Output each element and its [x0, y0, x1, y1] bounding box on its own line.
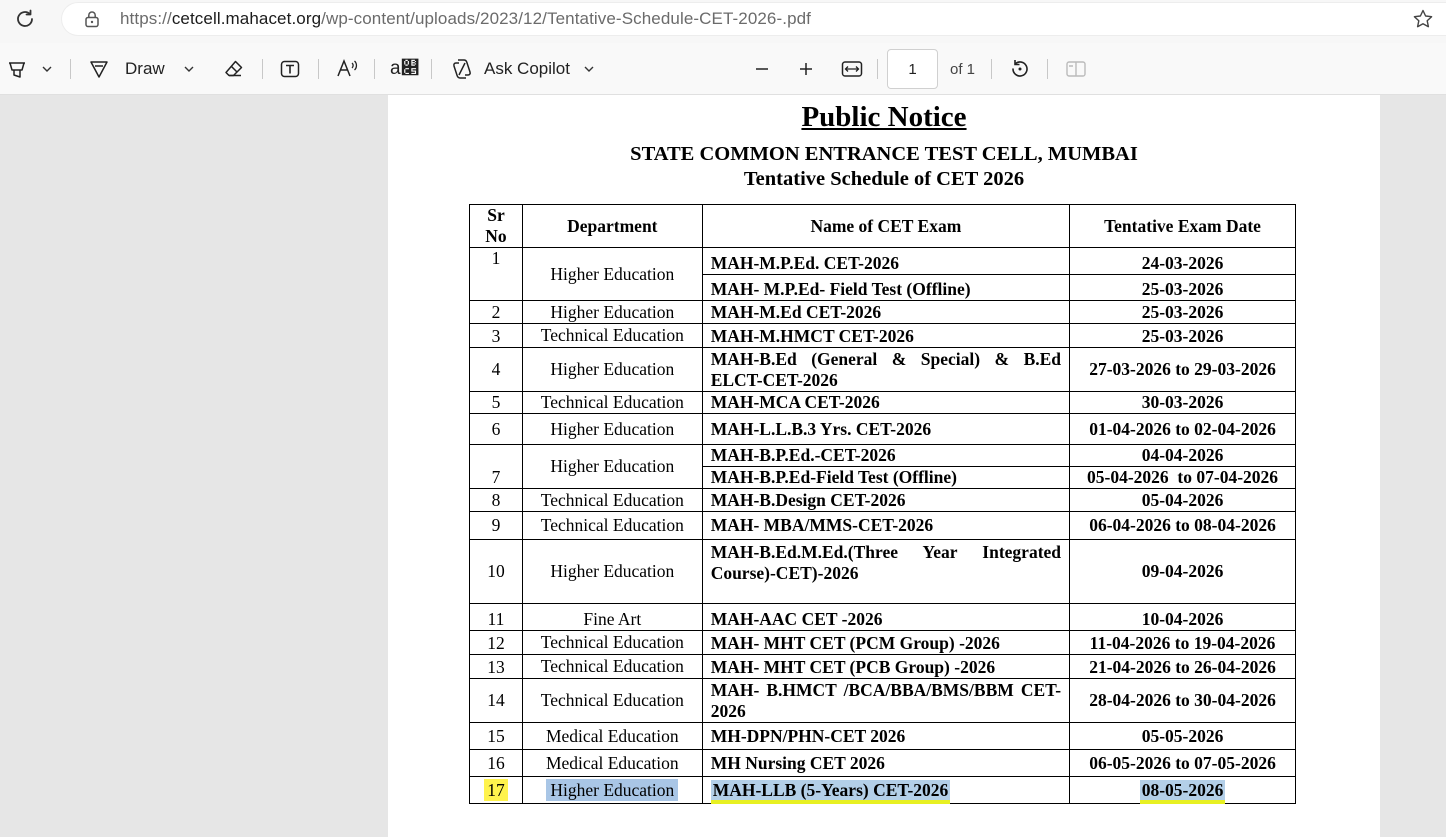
- minus-icon: [752, 59, 772, 79]
- exam-date-cell: 25-03-2026: [1070, 275, 1296, 301]
- draw-options-chevron[interactable]: [182, 43, 196, 95]
- department-cell: Higher Education: [522, 445, 702, 489]
- toolbar-divider: [877, 59, 878, 79]
- rotate-icon: [1008, 57, 1032, 81]
- translate-icon: a௅: [390, 58, 420, 79]
- page-count-label: of 1: [950, 60, 976, 78]
- exam-name-cell: MAH-M.HMCT CET-2026: [702, 324, 1069, 348]
- exam-name-cell: MAH-B.Design CET-2026: [702, 489, 1069, 512]
- department-cell: Higher Education: [522, 248, 702, 301]
- department-cell: Medical Education: [522, 723, 702, 750]
- url-prefix: https://: [120, 9, 172, 28]
- toolbar-divider: [1047, 59, 1048, 79]
- table-row: [470, 723, 1296, 750]
- department-cell: Technical Education: [522, 631, 702, 655]
- eraser-icon: [223, 58, 245, 80]
- sr-cell: 11: [470, 604, 523, 631]
- department-cell: Higher Education: [522, 540, 702, 604]
- department-cell: Fine Art: [522, 604, 702, 631]
- department-cell: Technical Education: [522, 324, 702, 348]
- department-cell: Technical Education: [522, 489, 702, 512]
- notice-title: Public Notice: [801, 101, 967, 133]
- exam-name-cell: MAH-B.Ed (General & Special) & B.Ed ELCT-CET-2026: [702, 348, 1069, 392]
- translate-button[interactable]: [390, 43, 420, 95]
- exam-name-cell: MAH-MCA CET-2026: [702, 392, 1069, 414]
- sr-cell: 3: [470, 324, 523, 348]
- exam-date-cell: 04-04-2026: [1070, 445, 1296, 467]
- table-row: [470, 512, 1296, 540]
- sr-cell: 1: [470, 248, 523, 301]
- sr-cell: 4: [470, 348, 523, 392]
- exam-date-cell: 06-04-2026 to 08-04-2026: [1070, 512, 1296, 540]
- table-row: [470, 445, 1296, 467]
- table-row: [470, 248, 1296, 275]
- page-view-button[interactable]: [1064, 43, 1088, 95]
- sr-cell: 15: [470, 723, 523, 750]
- url-host: cetcell.mahacet.org: [171, 9, 322, 28]
- sr-cell: 6: [470, 414, 523, 445]
- schedule-subtitle: Tentative Schedule of CET 2026: [743, 168, 1025, 190]
- chevron-down-icon: [182, 62, 196, 76]
- sr-highlight: 17: [484, 779, 508, 801]
- department-cell: Technical Education: [522, 679, 702, 723]
- sr-cell: 5: [470, 392, 523, 414]
- exam-date-cell: 21-04-2026 to 26-04-2026: [1070, 655, 1296, 679]
- sr-cell: 14: [470, 679, 523, 723]
- highlighter-icon: [6, 58, 28, 80]
- table-row: [470, 604, 1296, 631]
- chevron-down-icon: [582, 62, 596, 76]
- exam-name-cell: MAH-M.Ed CET-2026: [702, 301, 1069, 324]
- sr-cell: 13: [470, 655, 523, 679]
- ask-copilot-button[interactable]: [450, 43, 570, 95]
- department-cell: Higher Education: [522, 348, 702, 392]
- exam-date-cell: 05-05-2026: [1070, 723, 1296, 750]
- exam-name-cell: MAH- MHT CET (PCB Group) -2026: [702, 655, 1069, 679]
- exam-date-cell: 09-04-2026: [1070, 540, 1296, 604]
- sr-cell: [470, 777, 523, 804]
- exam-date-cell: 28-04-2026 to 30-04-2026: [1070, 679, 1296, 723]
- exam-name-cell: MAH- MHT CET (PCM Group) -2026: [702, 631, 1069, 655]
- exam-date-cell: 05-04-2026: [1070, 489, 1296, 512]
- table-row: [470, 392, 1296, 414]
- table-row: [470, 540, 1296, 604]
- pdf-page: [388, 95, 1380, 837]
- exam-date-cell: 01-04-2026 to 02-04-2026: [1070, 414, 1296, 445]
- draw-icon: [88, 58, 110, 80]
- header-department: Department: [522, 205, 702, 248]
- text-box-icon: [279, 58, 301, 80]
- copilot-icon: [450, 57, 474, 81]
- highlight-options-chevron[interactable]: [40, 43, 54, 95]
- exam-name-cell: MAH-AAC CET -2026: [702, 604, 1069, 631]
- sr-cell: 16: [470, 750, 523, 777]
- sr-cell: 2: [470, 301, 523, 324]
- exam-date-cell: 05-04-2026 to 07-04-2026: [1070, 467, 1296, 489]
- plus-icon: [796, 59, 816, 79]
- exam-name-cell: MAH-L.L.B.3 Yrs. CET-2026: [702, 414, 1069, 445]
- lock-icon[interactable]: [82, 9, 102, 29]
- sr-cell: 8: [470, 489, 523, 512]
- table-row: [470, 631, 1296, 655]
- toolbar-divider: [991, 59, 992, 79]
- table-row: [470, 679, 1296, 723]
- exam-date-highlight: 08-05-2026: [1141, 779, 1224, 800]
- exam-name-cell: [702, 777, 1069, 804]
- draw-button[interactable]: [88, 43, 165, 95]
- department-cell: Higher Education: [522, 301, 702, 324]
- fit-width-icon: [840, 58, 864, 80]
- exam-date-cell: 11-04-2026 to 19-04-2026: [1070, 631, 1296, 655]
- table-row: [470, 489, 1296, 512]
- zoom-out-button[interactable]: [752, 43, 772, 95]
- table-row: [470, 324, 1296, 348]
- url-field[interactable]: [62, 3, 1446, 35]
- cet-schedule-table: [469, 204, 1296, 804]
- toolbar-divider: [431, 59, 432, 79]
- draw-label: Draw: [125, 59, 165, 78]
- department-cell: [522, 777, 702, 804]
- exam-date-cell: [1070, 777, 1296, 804]
- url-text[interactable]: [120, 9, 811, 29]
- zoom-in-button[interactable]: [796, 43, 816, 95]
- browser-address-bar: [0, 0, 1446, 43]
- page-number-value: 1: [908, 60, 917, 78]
- ask-copilot-label: Ask Copilot: [484, 59, 570, 78]
- department-cell: Technical Education: [522, 655, 702, 679]
- exam-name-cell: MAH- B.HMCT /BCA/BBA/BMS/BBM CET-2026: [702, 679, 1069, 723]
- toolbar-divider: [374, 59, 375, 79]
- table-row: [470, 750, 1296, 777]
- copilot-options-chevron[interactable]: [582, 43, 596, 95]
- exam-name-cell: MAH-B.P.Ed.-CET-2026: [702, 445, 1069, 467]
- exam-date-cell: 25-03-2026: [1070, 301, 1296, 324]
- fit-to-width-button[interactable]: [840, 43, 864, 95]
- rotate-button[interactable]: [1008, 43, 1032, 95]
- table-row: [470, 348, 1296, 392]
- exam-name-cell: MH-DPN/PHN-CET 2026: [702, 723, 1069, 750]
- highlight-button[interactable]: [6, 43, 28, 95]
- department-cell: Medical Education: [522, 750, 702, 777]
- exam-name-cell: MAH-B.P.Ed-Field Test (Offline): [702, 467, 1069, 489]
- exam-name-cell: MAH- M.P.Ed- Field Test (Offline): [702, 275, 1069, 301]
- table-header-row: [470, 205, 1296, 248]
- add-text-button[interactable]: [279, 43, 301, 95]
- exam-date-cell: 24-03-2026: [1070, 248, 1296, 275]
- exam-name-cell: MAH-B.Ed.M.Ed.(Three Year Integrated Course)-CET)-2026: [702, 540, 1069, 604]
- reload-icon[interactable]: [12, 6, 38, 32]
- header-exam-name: Name of CET Exam: [702, 205, 1069, 248]
- exam-name-cell: MH Nursing CET 2026: [702, 750, 1069, 777]
- read-aloud-icon: [336, 58, 360, 80]
- organization-heading: STATE COMMON ENTRANCE TEST CELL, MUMBAI: [630, 143, 1138, 165]
- exam-date-cell: 25-03-2026: [1070, 324, 1296, 348]
- favorite-star-icon[interactable]: [1412, 8, 1434, 30]
- toolbar-divider: [318, 59, 319, 79]
- two-page-view-icon: [1064, 58, 1088, 80]
- table-row-highlighted: [470, 777, 1296, 804]
- exam-name-cell: MAH-M.P.Ed. CET-2026: [702, 248, 1069, 275]
- header-exam-date: Tentative Exam Date: [1070, 205, 1296, 248]
- sr-cell: 7: [470, 445, 523, 489]
- exam-date-cell: 27-03-2026 to 29-03-2026: [1070, 348, 1296, 392]
- department-highlight: Higher Education: [546, 779, 678, 801]
- erase-button[interactable]: [223, 43, 245, 95]
- table-row: [470, 655, 1296, 679]
- exam-name-highlight: MAH-LLB (5-Years) CET-2026: [712, 779, 949, 800]
- page-number-input[interactable]: [887, 49, 938, 89]
- exam-name-cell: MAH- MBA/MMS-CET-2026: [702, 512, 1069, 540]
- pdf-toolbar: [0, 43, 1446, 95]
- sr-cell: 9: [470, 512, 523, 540]
- read-aloud-button[interactable]: [336, 43, 360, 95]
- chevron-down-icon: [40, 62, 54, 76]
- header-sr-no: Sr No: [470, 205, 523, 248]
- exam-date-cell: 10-04-2026: [1070, 604, 1296, 631]
- table-row: [470, 414, 1296, 445]
- department-cell: Higher Education: [522, 414, 702, 445]
- toolbar-divider: [262, 59, 263, 79]
- sr-cell: 10: [470, 540, 523, 604]
- sr-cell: 12: [470, 631, 523, 655]
- department-cell: Technical Education: [522, 392, 702, 414]
- table-row: [470, 301, 1296, 324]
- url-path: /wp-content/uploads/2023/12/Tentative-Schedule-CET-2026-.pdf: [321, 9, 812, 28]
- exam-date-cell: 30-03-2026: [1070, 392, 1296, 414]
- exam-date-cell: 06-05-2026 to 07-05-2026: [1070, 750, 1296, 777]
- department-cell: Technical Education: [522, 512, 702, 540]
- toolbar-divider: [70, 59, 71, 79]
